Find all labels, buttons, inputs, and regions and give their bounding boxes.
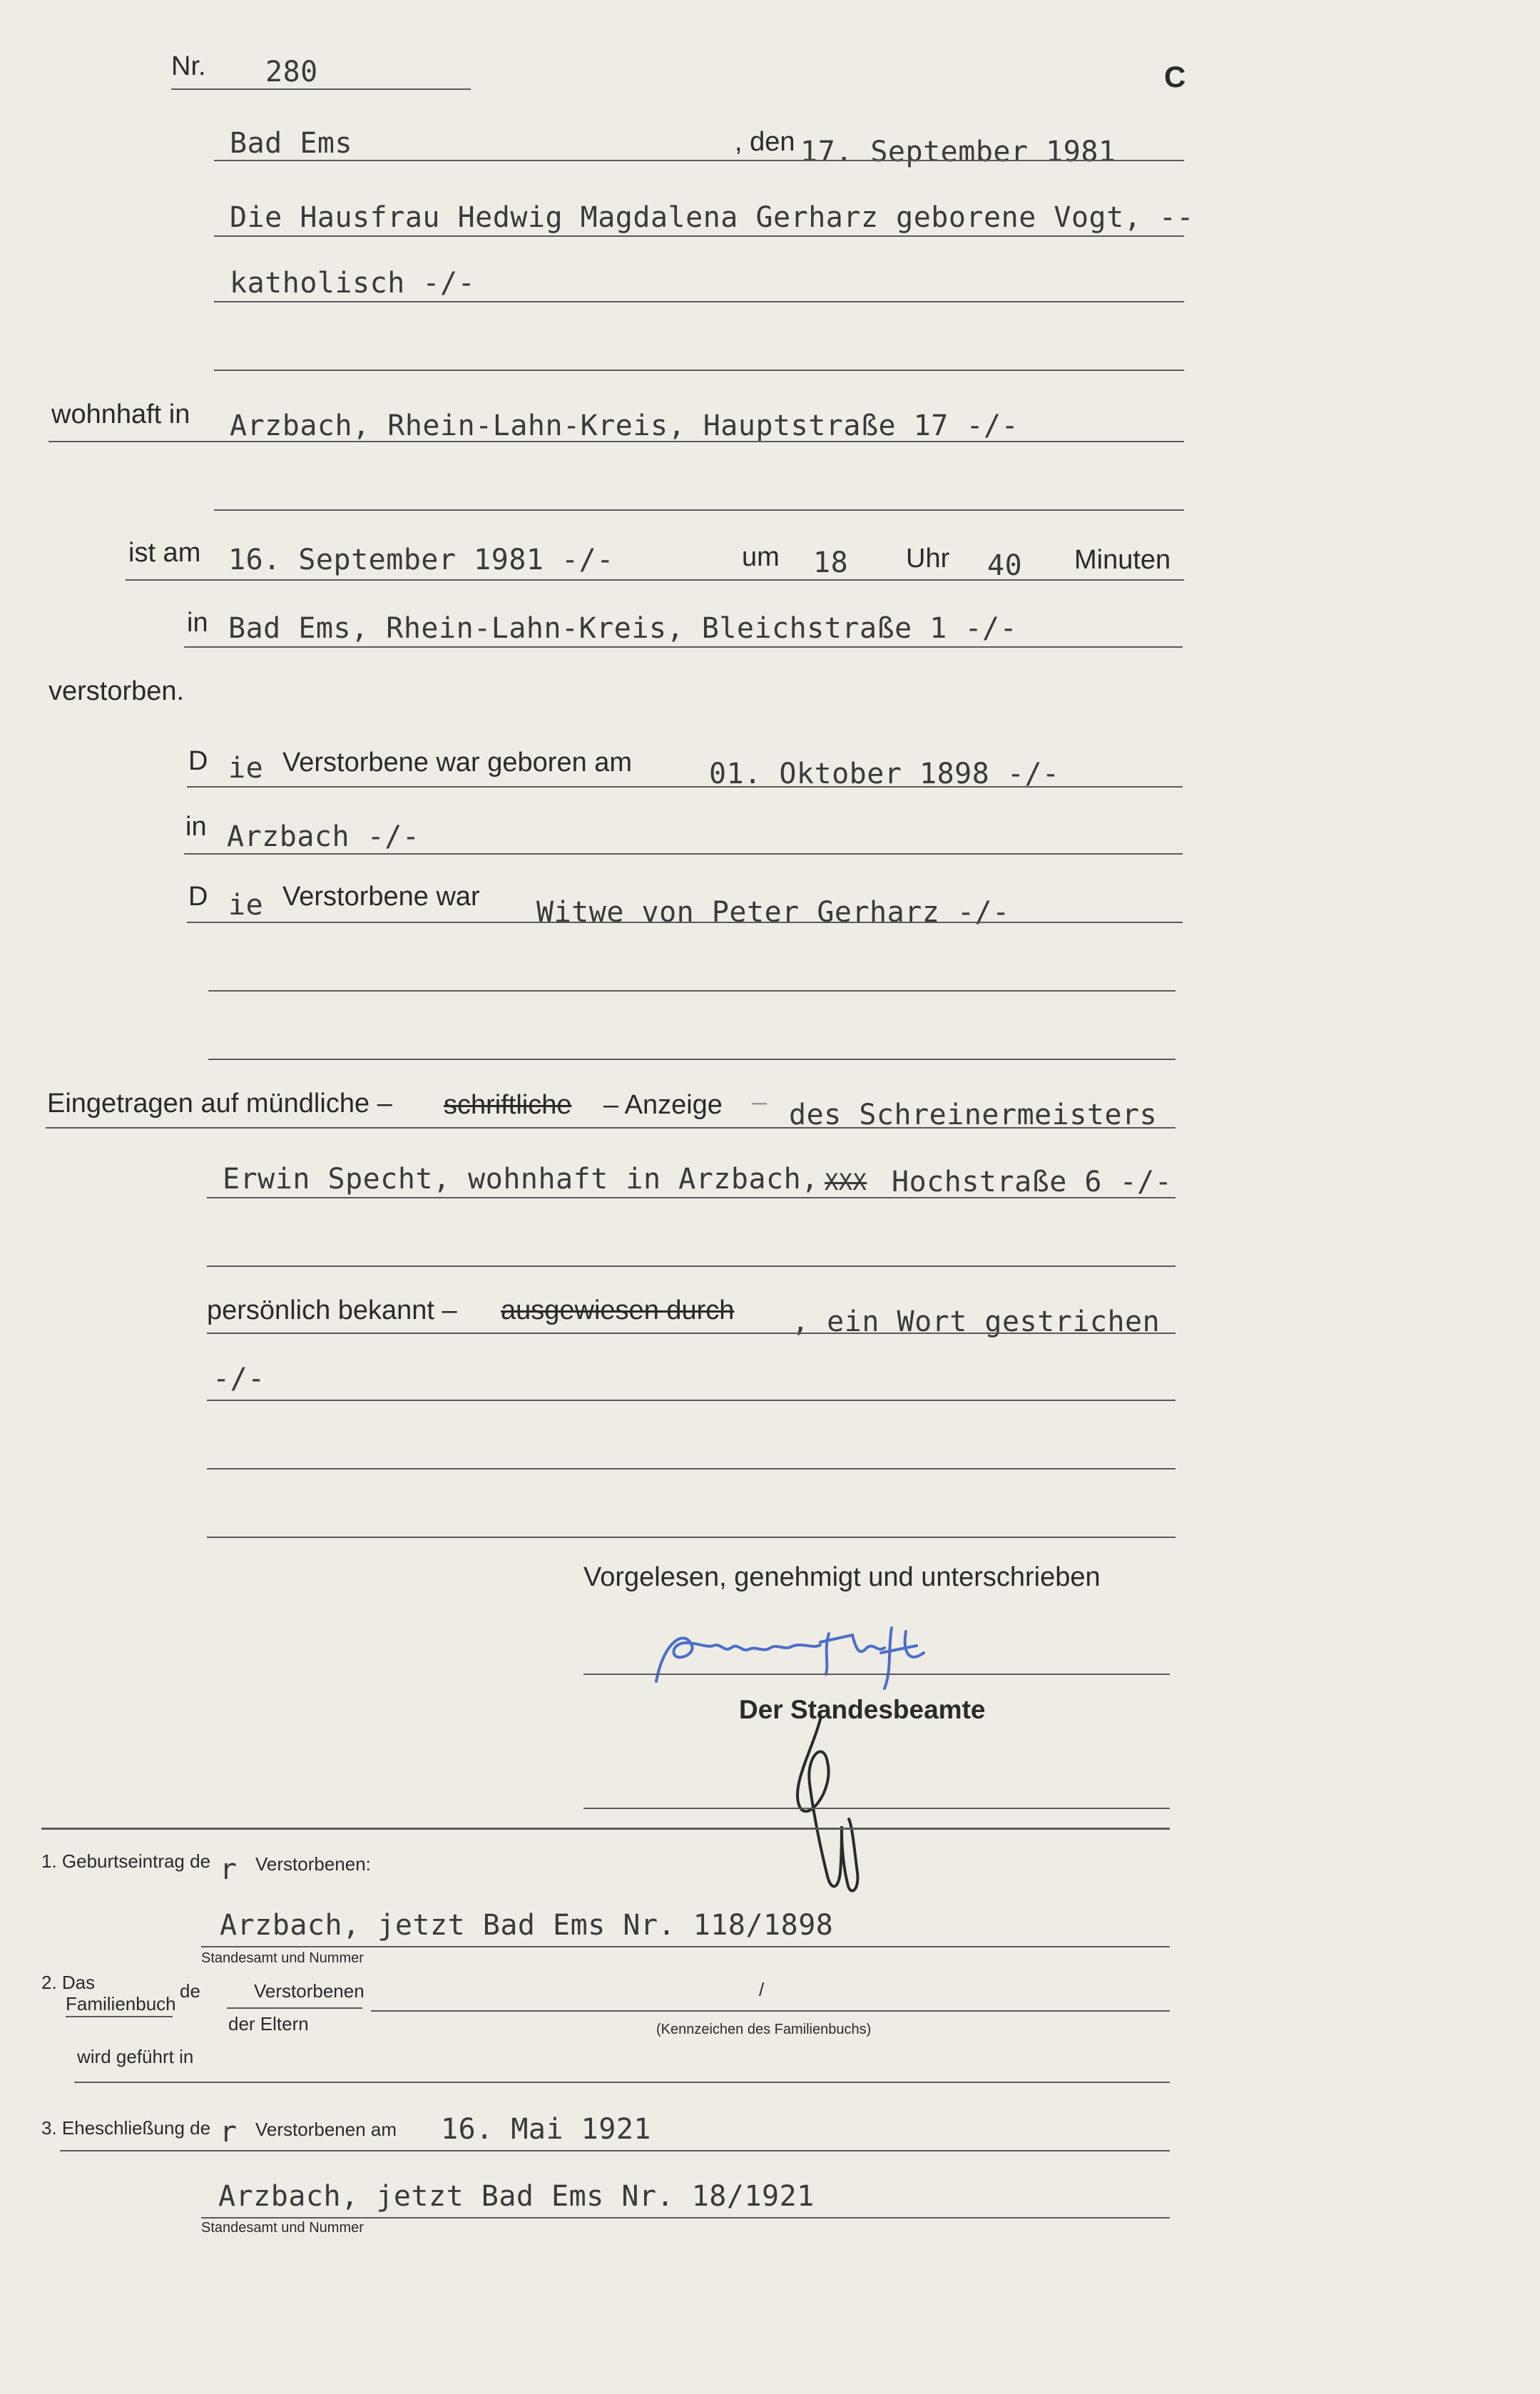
ist-am-label: ist am	[128, 538, 201, 568]
informant-line-1: des Schreinermeisters	[789, 1099, 1158, 1131]
birth-date-rule	[187, 786, 1183, 788]
registration-rule-6	[207, 1468, 1176, 1469]
verstorben-label: verstorben.	[49, 676, 185, 706]
registration-rule-5	[207, 1400, 1176, 1401]
status-rule	[187, 922, 1183, 923]
residence-rule-2	[214, 509, 1184, 511]
death-in-label: in	[187, 608, 208, 638]
death-place-rule	[184, 646, 1183, 648]
birth-d-letter: D	[188, 746, 208, 776]
registration-rule-7	[207, 1537, 1176, 1538]
person-line-2: katholisch -/-	[230, 267, 476, 300]
death-hour: 18	[813, 546, 849, 579]
residence-label: wohnhaft in	[51, 399, 190, 429]
place-date-line	[214, 160, 1184, 161]
note3-value: Arzbach, jetzt Bad Ems Nr. 18/1921	[218, 2180, 815, 2213]
informant-signature-rule	[583, 1674, 1170, 1675]
birth-label: Verstorbene war geboren am	[282, 748, 633, 778]
informant-struck-xxx: XXX	[825, 1168, 867, 1196]
note3-value-rule	[201, 2217, 1170, 2219]
registration-rule-1	[46, 1127, 1176, 1129]
note1-label: 1. Geburtseintrag de	[41, 1850, 211, 1872]
registrar-signature	[770, 1705, 899, 1905]
note1-r: r	[220, 1853, 238, 1886]
status-d-letter: D	[188, 882, 208, 912]
place-value: Bad Ems	[230, 127, 353, 160]
nr-value: 280	[265, 56, 318, 88]
note3-rule	[60, 2150, 1170, 2151]
den-label: , den	[735, 127, 795, 157]
status-rule-3	[208, 1059, 1176, 1060]
note3-r: r	[220, 2116, 238, 2149]
status-label: Verstorbene war	[282, 882, 480, 912]
registration-prefix: Eingetragen auf mündliche –	[47, 1089, 392, 1119]
status-ie: ie	[228, 889, 264, 922]
section-divider	[41, 1828, 1170, 1830]
read-approved: Vorgelesen, genehmigt und unterschrieben	[583, 1562, 1101, 1592]
registration-anzeige: – Anzeige	[603, 1090, 723, 1120]
death-minutes: 40	[987, 549, 1023, 582]
note3-label: 3. Eheschließung de	[41, 2117, 211, 2139]
residence-rule	[49, 441, 1184, 442]
person-line-3-rule	[214, 370, 1184, 371]
registration-rule-2	[207, 1197, 1176, 1198]
registration-rule-4	[207, 1333, 1176, 1334]
note2-de: de	[180, 1980, 200, 2002]
note2-num: 2. Das	[41, 1972, 96, 1993]
informant-line-2: Erwin Specht, wohnhaft in Arzbach,	[223, 1163, 819, 1196]
known-label: persönlich bekannt –	[207, 1295, 457, 1325]
informant-signature	[642, 1614, 999, 1699]
registration-rule-3	[207, 1265, 1176, 1267]
um-label: um	[742, 542, 780, 572]
note2-gefuehrt: wird geführt in	[77, 2046, 194, 2067]
note1-verstorbenen: Verstorbenen:	[255, 1853, 371, 1875]
informant-line-2-end: Hochstraße 6 -/-	[892, 1166, 1173, 1198]
birth-date: 01. Oktober 1898 -/-	[709, 758, 1060, 790]
note2-caption: (Kennzeichen des Familienbuchs)	[656, 2022, 872, 2037]
nr-label: Nr.	[171, 51, 206, 81]
death-date-rule	[126, 579, 1184, 581]
note1-caption: Standesamt und Nummer	[201, 1950, 364, 1966]
note2-familienbuch: Familienbuch	[66, 1993, 176, 2014]
residence-value: Arzbach, Rhein-Lahn-Kreis, Hauptstraße 17 -/-	[230, 409, 1019, 442]
minuten-label: Minuten	[1074, 545, 1171, 575]
registration-dash: –	[752, 1087, 768, 1117]
note2-gefuehrt-rule	[74, 2082, 1170, 2083]
note2-familienbuch-rule	[66, 2016, 173, 2017]
note2-verstorbenen-rule	[227, 2007, 362, 2009]
birth-place-rule	[184, 853, 1183, 855]
death-place: Bad Ems, Rhein-Lahn-Kreis, Bleichstraße 1 -/-	[228, 612, 1018, 645]
note2-rule	[371, 2010, 1170, 2012]
form-letter: C	[1164, 60, 1186, 93]
known-struck: ausgewiesen durch	[501, 1295, 735, 1325]
note1-value: Arzbach, jetzt Bad Ems Nr. 118/1898	[220, 1909, 834, 1942]
death-date: 16. September 1981 -/-	[228, 544, 614, 576]
note1-rule	[201, 1946, 1170, 1947]
note3-date: 16. Mai 1921	[441, 2113, 651, 2146]
note3-verstorbenen: Verstorbenen am	[255, 2119, 397, 2140]
note2-eltern: der Eltern	[228, 2013, 309, 2034]
end-mark: -/-	[213, 1362, 265, 1395]
person-line-1-rule	[214, 235, 1184, 237]
status-value: Witwe von Peter Gerharz -/-	[536, 896, 1010, 929]
registrar-signature-rule	[583, 1808, 1170, 1809]
registration-struck: schriftliche	[444, 1090, 572, 1120]
birth-in-label: in	[185, 812, 207, 842]
registrar-label: Der Standesbeamte	[739, 1695, 986, 1724]
note3-caption: Standesamt und Nummer	[201, 2220, 364, 2236]
note2-verstorbenen: Verstorbenen	[254, 1980, 364, 2002]
person-line-2-rule	[214, 301, 1184, 302]
date-value: 17. September 1981	[800, 136, 1116, 168]
birth-place: Arzbach -/-	[227, 820, 420, 853]
status-rule-2	[208, 990, 1176, 992]
uhr-label: Uhr	[906, 544, 950, 574]
note2-slash: /	[759, 1979, 765, 2000]
person-line-1: Die Hausfrau Hedwig Magdalena Gerharz geborene Vogt, --	[230, 201, 1195, 234]
nr-underline	[171, 88, 471, 90]
birth-ie: ie	[228, 752, 264, 785]
comma-note: , ein Wort gestrichen	[792, 1305, 1161, 1338]
